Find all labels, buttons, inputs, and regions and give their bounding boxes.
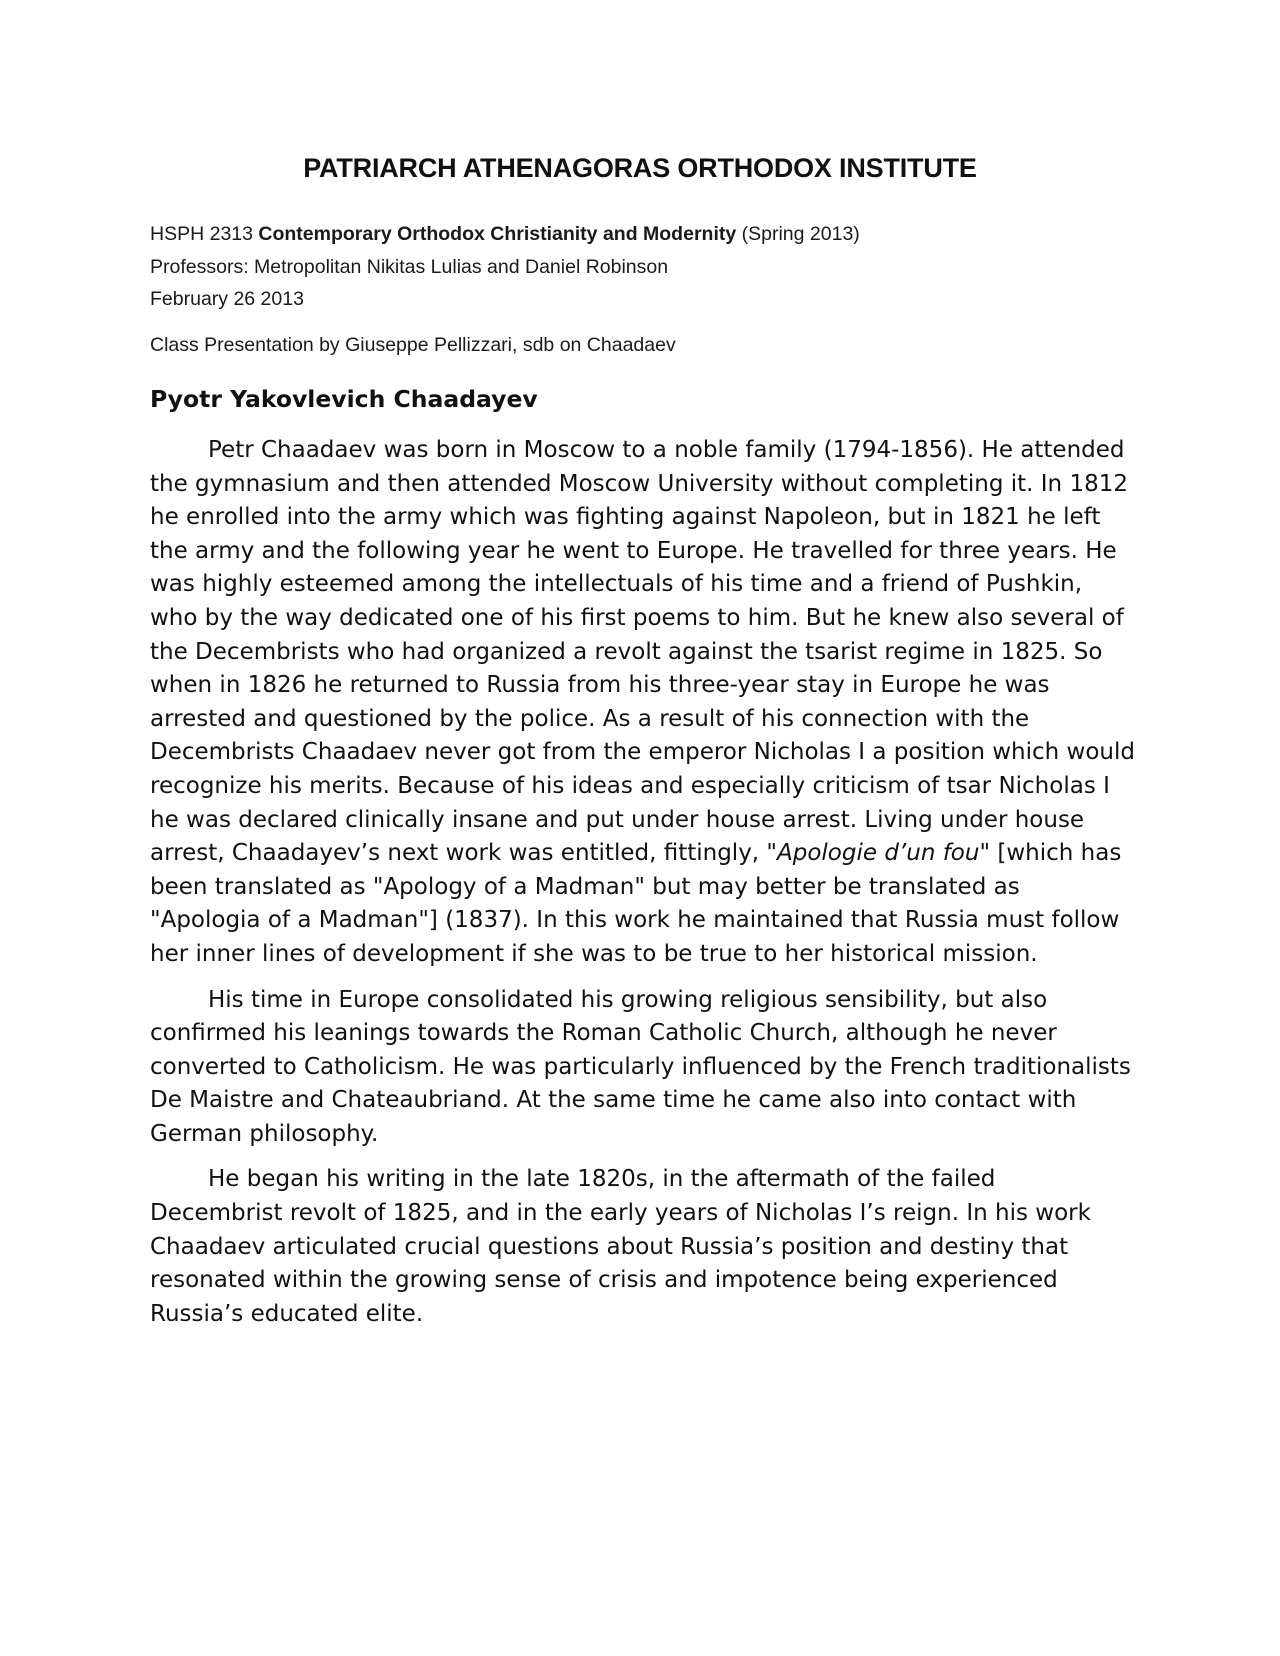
document-body bbox=[150, 434, 1135, 1343]
course-name: Contemporary Orthodox Christianity and Modernity bbox=[258, 223, 737, 245]
paragraph-1-text-a: Petr Chaadaev was born in Moscow to a noble family (1794-1856). He attended the gymnasium and then attended Moscow University without completing it. In 1812 he enrolled into the army which was fighting against Napoleon, but in 1821 he left the army and the following year he went to Europe. He travelled for three years. He was highly esteemed among the intellectuals of his time and a friend of Pushkin, who by the way dedicated one of his first poems to him. But he knew also several of the Decembrists who had organized a revolt against the tsarist regime in 1825. So when in 1826 he returned to Russia from his three-year stay in Europe he was arrested and questioned by the police. As a result of his connection with the Decembrists Chaadaev never got from the emperor Nicholas I a position which would recognize his merits. Because of his ideas and especially criticism of tsar Nicholas I he was declared clinically insane and put under house arrest. Living under house arrest, Chaadayev’s next work was entitled, fittingly, " bbox=[150, 437, 1135, 867]
paragraph-1-italic-title: Apologie d’un fou bbox=[777, 840, 980, 867]
course-line bbox=[150, 218, 860, 251]
course-code: HSPH 2313 bbox=[150, 223, 253, 245]
paragraph-1 bbox=[150, 434, 1135, 972]
presenter-line: Class Presentation by Giuseppe Pellizzari, sdb on Chaadaev bbox=[150, 334, 676, 356]
course-term: (Spring 2013) bbox=[741, 223, 860, 245]
course-info bbox=[150, 218, 860, 316]
section-heading: Pyotr Yakovlevich Chaadayev bbox=[150, 385, 538, 413]
date-line: February 26 2013 bbox=[150, 288, 304, 310]
paragraph-1-text-b: " [which has been translated as "Apology of a Madman" but may better be translated as "Apologia of a Madman"] (1837). In this work he maintained that Russia must follow her inner lines of development if she was to be true to her historical mission. bbox=[150, 840, 1122, 967]
paragraph-3: He began his writing in the late 1820s, in the aftermath of the failed Decembrist revolt of 1825, and in the early years of Nicholas I’s reign. In his work Chaadaev articulated crucial questions about Russia’s position and destiny that resonated within the growing sense of crisis and impotence being experienced Russia’s educated elite. bbox=[150, 1166, 1091, 1327]
document-title: PATRIARCH ATHENAGORAS ORTHODOX INSTITUTE bbox=[303, 153, 977, 183]
professors-line: Professors: Metropolitan Nikitas Lulias and Daniel Robinson bbox=[150, 255, 669, 278]
paragraph-2: His time in Europe consolidated his growing religious sensibility, but also confirmed his leanings towards the Roman Catholic Church, although he never converted to Catholicism. He was particularly influenced by the French traditionalists De Maistre and Chateaubriand. At the same time he came also into contact with German philosophy. bbox=[150, 986, 1131, 1147]
